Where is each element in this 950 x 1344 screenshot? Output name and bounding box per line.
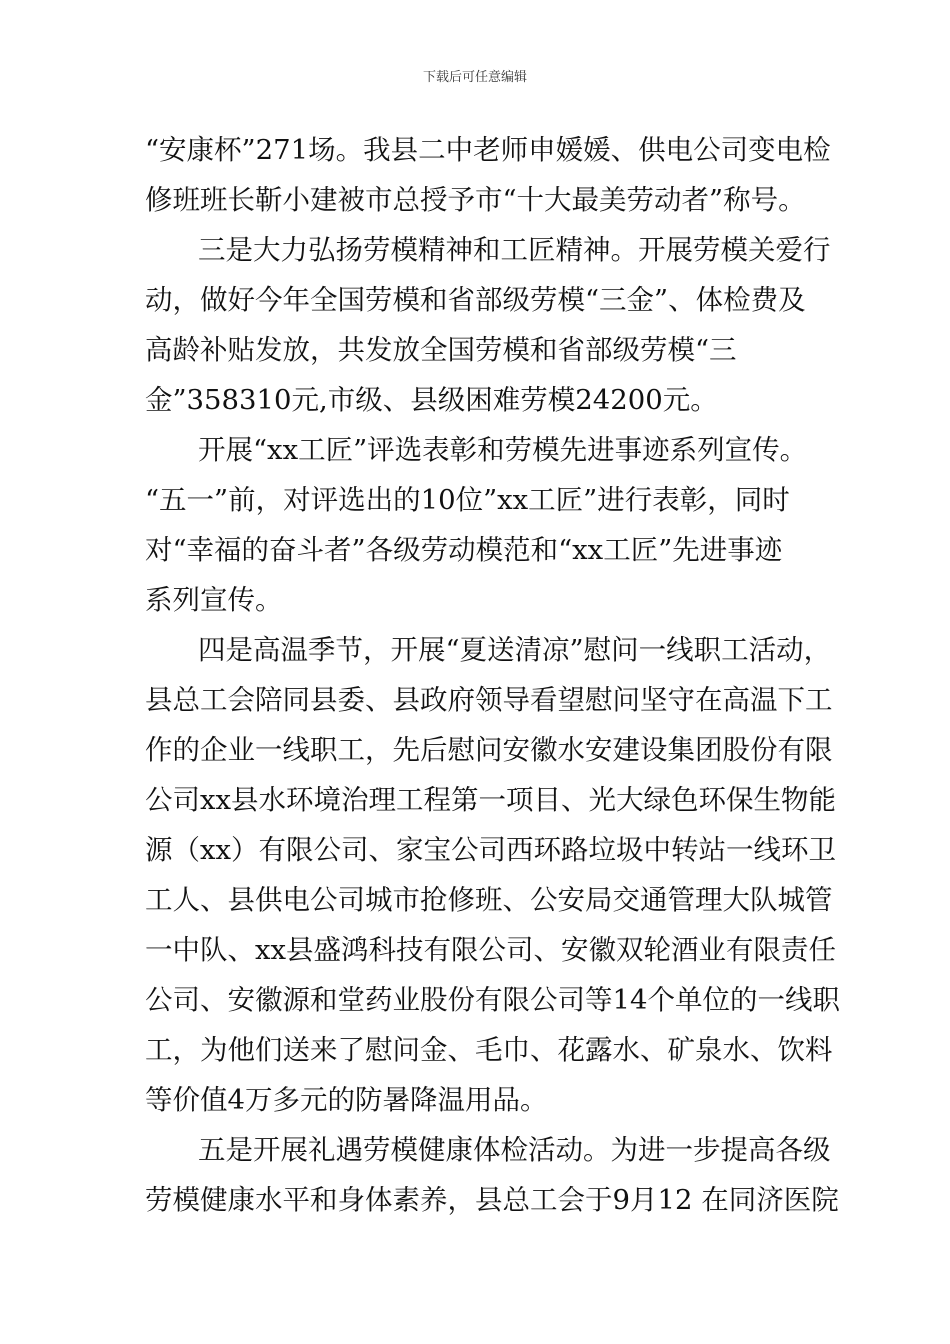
text-line: 对“幸福的奋斗者”各级劳动模范和“xx工匠”先进事迹 bbox=[145, 534, 783, 566]
text-line: 劳模健康水平和身体素养，县总工会于9月12 在同济医院 bbox=[145, 1184, 839, 1216]
text-line: 五是开展礼遇劳模健康体检活动。为进一步提高各级 bbox=[198, 1134, 831, 1166]
text-line: 一中队、xx县盛鸿科技有限公司、安徽双轮酒业有限责任 bbox=[145, 934, 837, 966]
text-line: 公司xx县水环境治理工程第一项目、光大绿色环保生物能 bbox=[145, 784, 837, 816]
text-line: 等价值4万多元的防暑降温用品。 bbox=[145, 1084, 548, 1116]
text-line: 工，为他们送来了慰问金、毛巾、花露水、矿泉水、饮料 bbox=[145, 1034, 833, 1066]
page-header: 下载后可任意编辑 bbox=[422, 70, 527, 85]
text-line: 金”358310元,市级、县级困难劳模24200元。 bbox=[145, 384, 718, 416]
text-line: “五一”前，对评选出的10位”xx工匠”进行表彰，同时 bbox=[145, 484, 790, 516]
text-line: 高龄补贴发放，共发放全国劳模和省部级劳模“三 bbox=[145, 334, 737, 366]
text-line: 开展“xx工匠”评选表彰和劳模先进事迹系列宣传。 bbox=[198, 434, 808, 466]
text-line: 源（xx）有限公司、家宝公司西环路垃圾中转站一线环卫 bbox=[145, 834, 837, 866]
text-line: 作的企业一线职工，先后慰问安徽水安建设集团股份有限 bbox=[145, 734, 833, 766]
text-line: 动，做好今年全国劳模和省部级劳模“三金”、体检费及 bbox=[145, 284, 806, 316]
text-line: 四是高温季节，开展“夏送清凉”慰问一线职工活动， bbox=[198, 634, 832, 666]
text-line: 系列宣传。 bbox=[145, 584, 283, 616]
text-line: 县总工会陪同县委、县政府领导看望慰问坚守在高温下工 bbox=[145, 684, 833, 716]
text-line: 工人、县供电公司城市抢修班、公安局交通管理大队城管 bbox=[145, 884, 833, 916]
text-line: “安康杯”271场。我县二中老师申媛媛、供电公司变电检 bbox=[145, 134, 831, 166]
text-line: 公司、安徽源和堂药业股份有限公司等14个单位的一线职 bbox=[145, 984, 840, 1016]
text-line: 三是大力弘扬劳模精神和工匠精神。开展劳模关爱行 bbox=[198, 234, 831, 266]
text-line: 修班班长靳小建被市总授予市“十大最美劳动者”称号。 bbox=[145, 184, 806, 216]
